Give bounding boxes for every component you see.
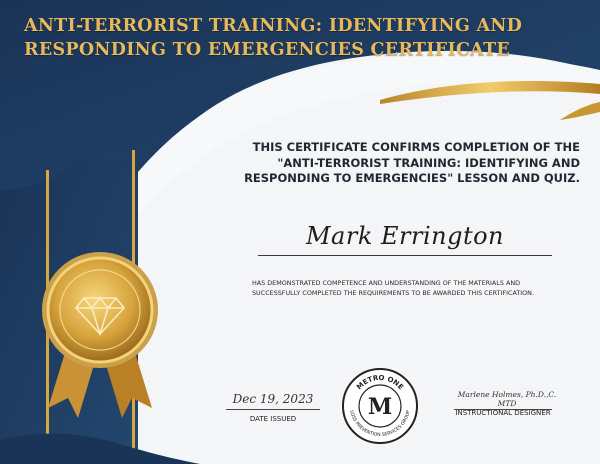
diamond-medal-icon [30, 248, 170, 428]
date-line [226, 409, 320, 410]
confirmation-text: THIS CERTIFICATE CONFIRMS COMPLETION OF THE "ANTI-TERRORIST TRAINING: IDENTIFYING AND RESPONDING TO EMERGENCIES" LESSON AND QUIZ. [244, 140, 580, 185]
achievement-statement: HAS DEMONSTRATED COMPETENCE AND UNDERSTANDING OF THE MATERIALS AND SUCCESSFULLY COMPLETED THE REQUIREMENTS TO BE AWARDED THIS CERTIFICATION. [252, 279, 534, 297]
designer-signature: Marlene Holmes, Ph.D.,C. MTD [457, 390, 557, 408]
company-seal-icon [340, 366, 420, 446]
seal-brand-top: METRO ONE [355, 373, 405, 392]
name-underline [258, 255, 552, 256]
date-issued-label: DATE ISSUED [249, 415, 297, 423]
designer-label: INSTRUCTIONAL DESIGNER [455, 409, 551, 417]
seal-brand-bottom: LOSS PREVENTION SERVICES GROUP [348, 410, 412, 439]
recipient-name: Mark Errington [305, 222, 505, 250]
date-issued-value: Dec 19, 2023 [232, 392, 314, 406]
certificate-title: ANTI-TERRORIST TRAINING: IDENTIFYING AND RESPONDING TO EMERGENCIES CERTIFICATE [24, 16, 523, 60]
seal-monogram: M [367, 394, 393, 420]
